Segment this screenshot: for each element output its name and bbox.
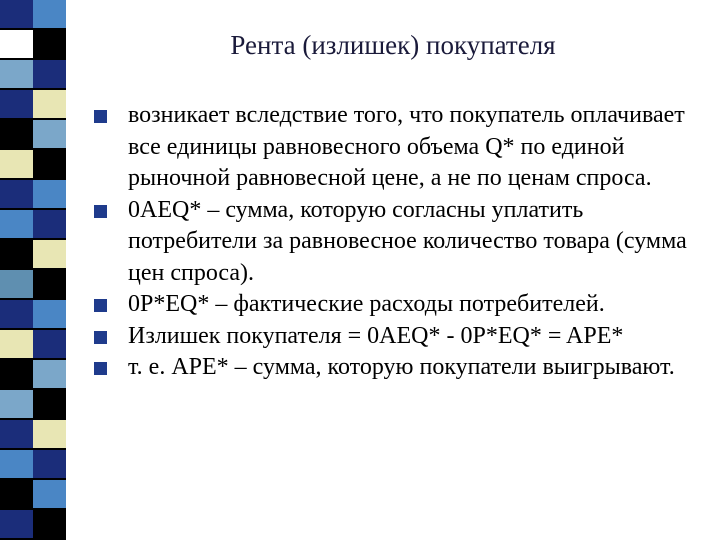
stripe-block [33,270,66,300]
stripe-block [0,60,33,90]
stripe-block [0,210,33,240]
stripe-block [33,90,66,120]
stripe-block [33,450,66,480]
stripe-block [33,390,66,420]
stripe-block [33,120,66,150]
stripe-block [0,450,33,480]
stripe-block [0,90,33,120]
stripe-block [33,360,66,390]
stripe-block [33,180,66,210]
stripe-block [33,330,66,360]
stripe-block [0,480,33,510]
stripe-block [33,420,66,450]
stripe-block [0,420,33,450]
stripe-block [0,330,33,360]
square-bullet-icon [94,110,107,123]
stripe-column-right [33,0,66,540]
stripe-block [0,390,33,420]
stripe-block [0,360,33,390]
square-bullet-icon [94,299,107,312]
stripe-block [0,0,33,30]
stripe-block [0,30,33,60]
bullet-text: 0P*EQ* – фактические расходы потребителей. [128,291,605,317]
stripe-block [33,300,66,330]
bullet-list [94,100,710,384]
slide-title: Рента (излишек) покупателя [230,30,556,60]
bullet-item [94,100,710,195]
bullet-item [94,321,710,353]
bullet-text: возникает вследствие того, что покупатель оплачивает все единицы равновесного объема Q* по единой рыночной равновесной цене, а не по ценам спроса. [128,102,685,191]
bullet-text: Излишек покупателя = 0AEQ* - 0P*EQ* = APE* [128,322,624,349]
stripe-block [33,60,66,90]
bullet-item [94,289,710,321]
stripe-block [0,150,33,180]
stripe-block [33,30,66,60]
stripe-block [0,270,33,300]
bullet-text: 0AEQ* – сумма, которую согласны уплатить потребители за равновесное количество товара (сумма цен спроса). [128,196,687,286]
stripe-block [33,510,66,540]
stripe-block [33,0,66,30]
square-bullet-icon [94,362,107,375]
stripe-block [33,210,66,240]
stripe-block [0,180,33,210]
stripe-column-left [0,0,33,540]
square-bullet-icon [94,205,107,218]
stripe-block [33,480,66,510]
stripe-block [0,240,33,270]
square-bullet-icon [94,331,107,344]
bullet-text: т. е. APE* – сумма, которую покупатели выигрывают. [128,354,675,380]
stripe-block [33,240,66,270]
stripe-block [0,510,33,540]
stripe-block [0,300,33,330]
bullet-item [94,352,710,384]
decorative-stripe [0,0,66,540]
stripe-block [0,120,33,150]
stripe-block [33,150,66,180]
bullet-item [94,195,710,290]
